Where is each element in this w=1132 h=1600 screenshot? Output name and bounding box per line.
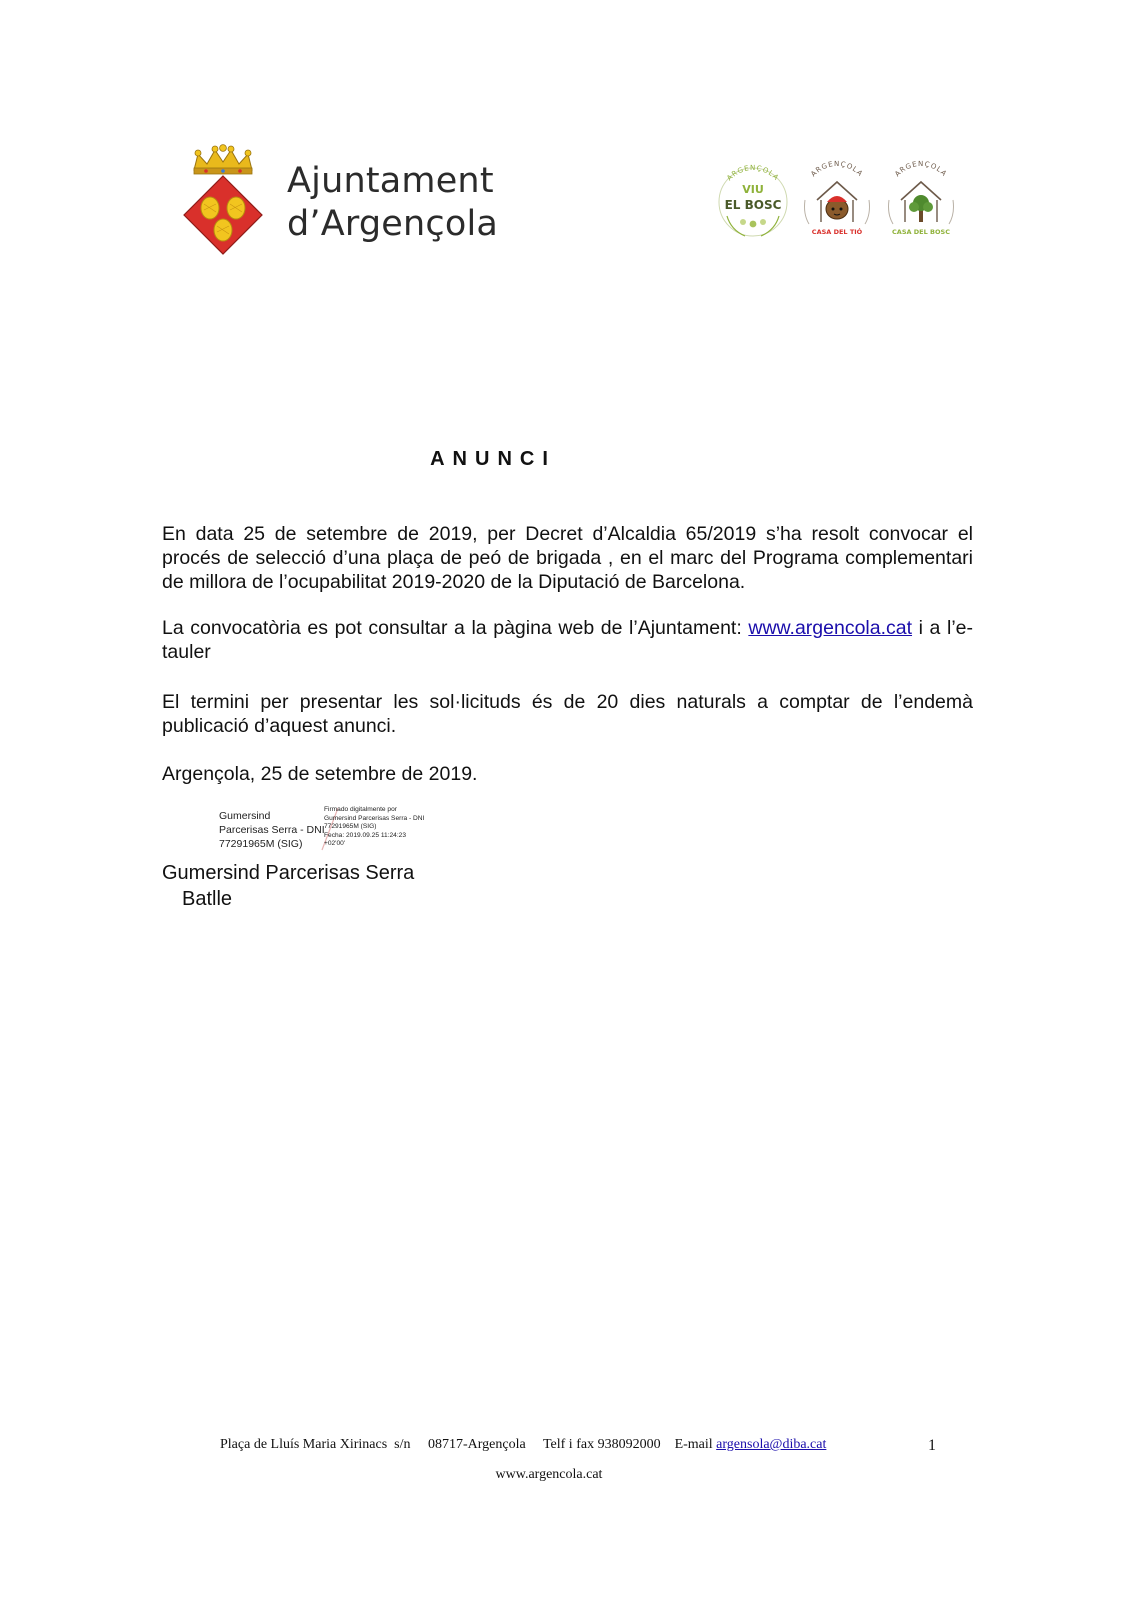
paragraph-consultation-text: La convocatòria es pot consultar a la pàgina web de l’Ajuntament: (162, 617, 749, 639)
signature-right-line5: +02'00' (324, 840, 346, 848)
signature-right-line3: 77291965M (SIG) (324, 823, 377, 831)
municipality-name-line2: d’Argençola (287, 204, 499, 244)
badge-3-bottom-text: CASA DEL BOSC (892, 228, 950, 236)
casa-del-bosc-logo (881, 160, 961, 244)
badge-1-top-text: ARGENÇOLA (725, 163, 781, 183)
website-link[interactable]: www.argencola.cat (748, 617, 913, 639)
coat-of-arms-logo (182, 144, 264, 256)
shield-icon (184, 176, 262, 254)
viu-el-bosc-logo (713, 160, 793, 244)
tio-log-icon (826, 196, 848, 219)
paragraph-consultation-tail: i a l’e-tauler (162, 617, 973, 663)
municipality-name (287, 160, 498, 246)
badge-1-line2: EL BOSC (724, 198, 782, 212)
svg-text:ARGENÇOLA (893, 160, 948, 178)
signature-right-line1: Firmado digitalmente por (324, 806, 397, 813)
paragraph-resolution: En data 25 de setembre de 2019, per Decret d’Alcaldia 65/2019 s’ha resolt convocar el procés de selecció d’una plaça de peó de brigada , en el marc del Programa complementari de millora de l’ocupabilitat 2019-2020 de la Diputació de Barcelona. (162, 523, 973, 593)
badge-1-line1: VIU (742, 183, 764, 196)
tree-icon (909, 195, 933, 222)
footer-address: Plaça de Lluís Maria Xirinacs s/n 08717-Argençola Telf i fax 938092000 E-mail (220, 1437, 717, 1452)
crown-icon (194, 145, 252, 174)
place-and-date: Argençola, 25 de setembre de 2019. (162, 763, 478, 785)
page-number: 1 (928, 1437, 936, 1454)
badge-2-top-text: ARGENÇOLA (809, 160, 865, 179)
signature-left-line1: Gumersind (219, 810, 271, 822)
signature-right-line2: Gumersind Parcerisas Serra - DNI (324, 814, 425, 822)
svg-text:ARGENÇOLA (725, 164, 780, 182)
svg-text:ARGENÇOLA (809, 160, 864, 178)
document-title: ANUNCI (430, 448, 556, 470)
footer-contact (220, 1437, 826, 1453)
signer-name: Gumersind Parcerisas Serra (162, 862, 415, 884)
signature-right-line4: Fecha: 2019.09.25 11:24:23 (324, 831, 406, 839)
signature-left-line3: 77291965M (SIG) (219, 838, 303, 850)
digital-signature-name (219, 809, 325, 851)
footer-email-link[interactable]: argensola@diba.cat (716, 1437, 827, 1452)
casa-del-tio-logo (797, 160, 877, 244)
paragraph-consultation (162, 616, 973, 664)
signature-left-line2: Parcerisas Serra - DNI (219, 824, 325, 836)
signer-role: Batlle (182, 888, 233, 910)
footer-website: www.argencola.cat (495, 1467, 603, 1482)
paragraph-deadline: El termini per presentar les sol·licituds és de 20 dies naturals a comptar de l’endemà publicació d’aquest anunci. (162, 691, 973, 737)
digital-signature-details (324, 806, 424, 849)
badge-2-bottom-text: CASA DEL TIÓ (811, 228, 863, 236)
badge-3-top-text: ARGENÇOLA (893, 160, 949, 179)
municipality-name-line1: Ajuntament (287, 161, 494, 201)
